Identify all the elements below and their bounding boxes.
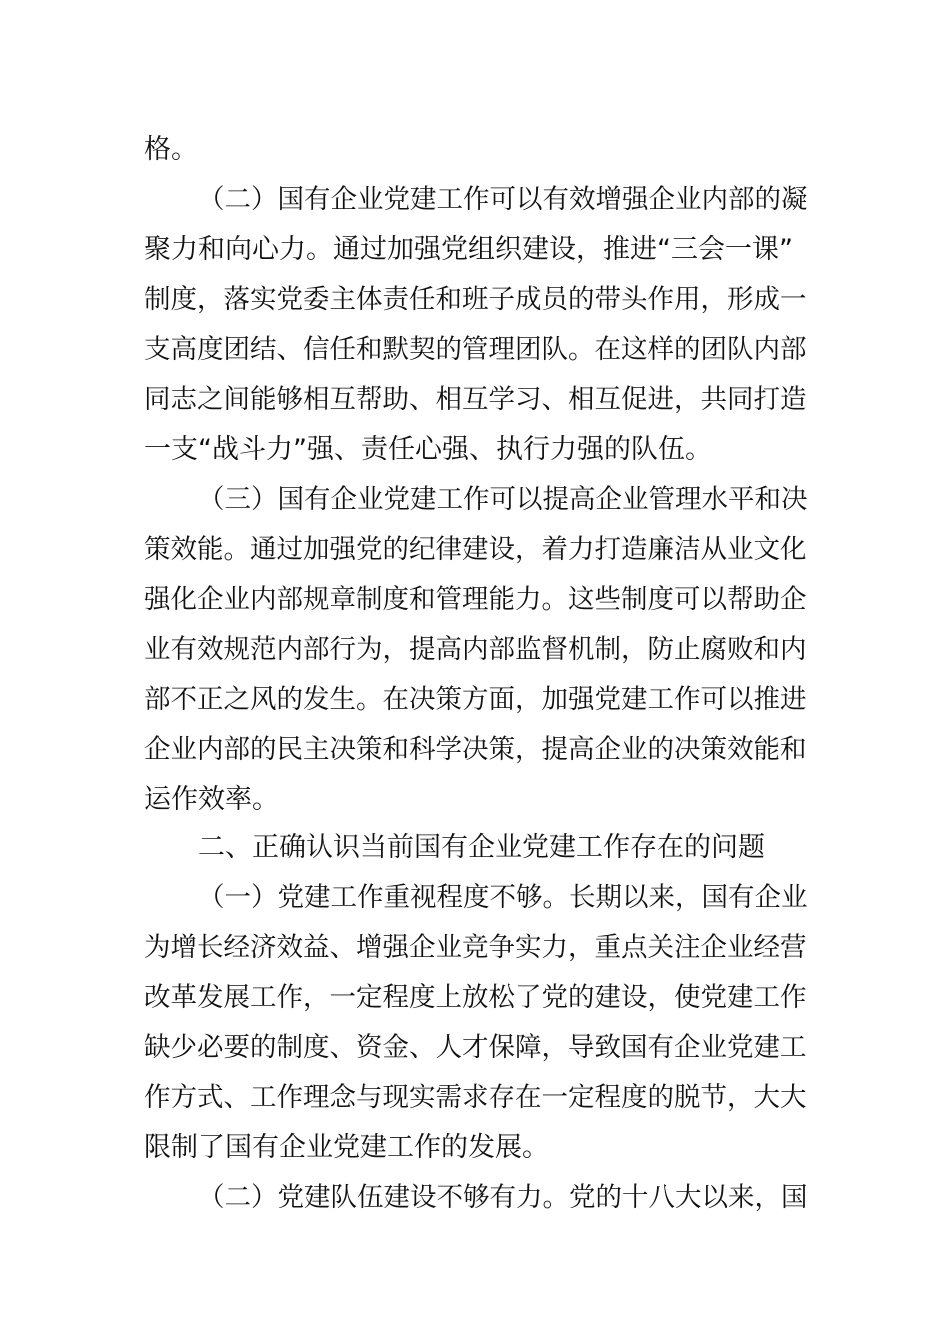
text-line: 一支“战斗力”强、责任心强、执行力强的队伍。 [144, 434, 712, 465]
text-line: 格。 [144, 134, 198, 165]
text-line: 改革发展工作，一定程度上放松了党的建设，使党建工作 [144, 982, 807, 1013]
text-line: 策效能。通过加强党的纪律建设，着力打造廉洁从业文化 [144, 534, 807, 565]
text-line: 业有效规范内部行为，提高内部监督机制，防止腐败和内 [144, 634, 807, 665]
text-line: 作方式、工作理念与现实需求存在一定程度的脱节，大大 [144, 1082, 807, 1113]
text-line: 支高度团结、信任和默契的管理团队。在这样的团队内部 [144, 334, 807, 365]
text-line: 运作效率。 [144, 784, 279, 815]
text-line: 部不正之风的发生。在决策方面，加强党建工作可以推进 [144, 684, 807, 715]
paragraph-heading-line: （一）党建工作重视程度不够。长期以来，国有企业 [198, 882, 808, 913]
text-line: 聚力和向心力。通过加强党组织建设，推进“三会一课” [144, 234, 793, 265]
text-line: 为增长经济效益、增强企业竞争实力，重点关注企业经营 [144, 932, 807, 963]
paragraph-heading-line: （二）党建队伍建设不够有力。党的十八大以来，国 [198, 1182, 808, 1213]
text-line: 制度，落实党委主体责任和班子成员的带头作用，形成一 [144, 284, 807, 315]
text-line: 同志之间能够相互帮助、相互学习、相互促进，共同打造 [144, 384, 807, 415]
text-line: 限制了国有企业党建工作的发展。 [144, 1132, 549, 1163]
text-line: 强化企业内部规章制度和管理能力。这些制度可以帮助企 [144, 584, 807, 615]
section-heading-line: 二、正确认识当前国有企业党建工作存在的问题 [198, 832, 765, 863]
paragraph-heading-line: （二）国有企业党建工作可以有效增强企业内部的凝 [198, 184, 808, 215]
paragraph-heading-line: （三）国有企业党建工作可以提高企业管理水平和决 [198, 484, 808, 515]
text-line: 缺少必要的制度、资金、人才保障，导致国有企业党建工 [144, 1032, 807, 1063]
text-line: 企业内部的民主决策和科学决策，提高企业的决策效能和 [144, 734, 807, 765]
